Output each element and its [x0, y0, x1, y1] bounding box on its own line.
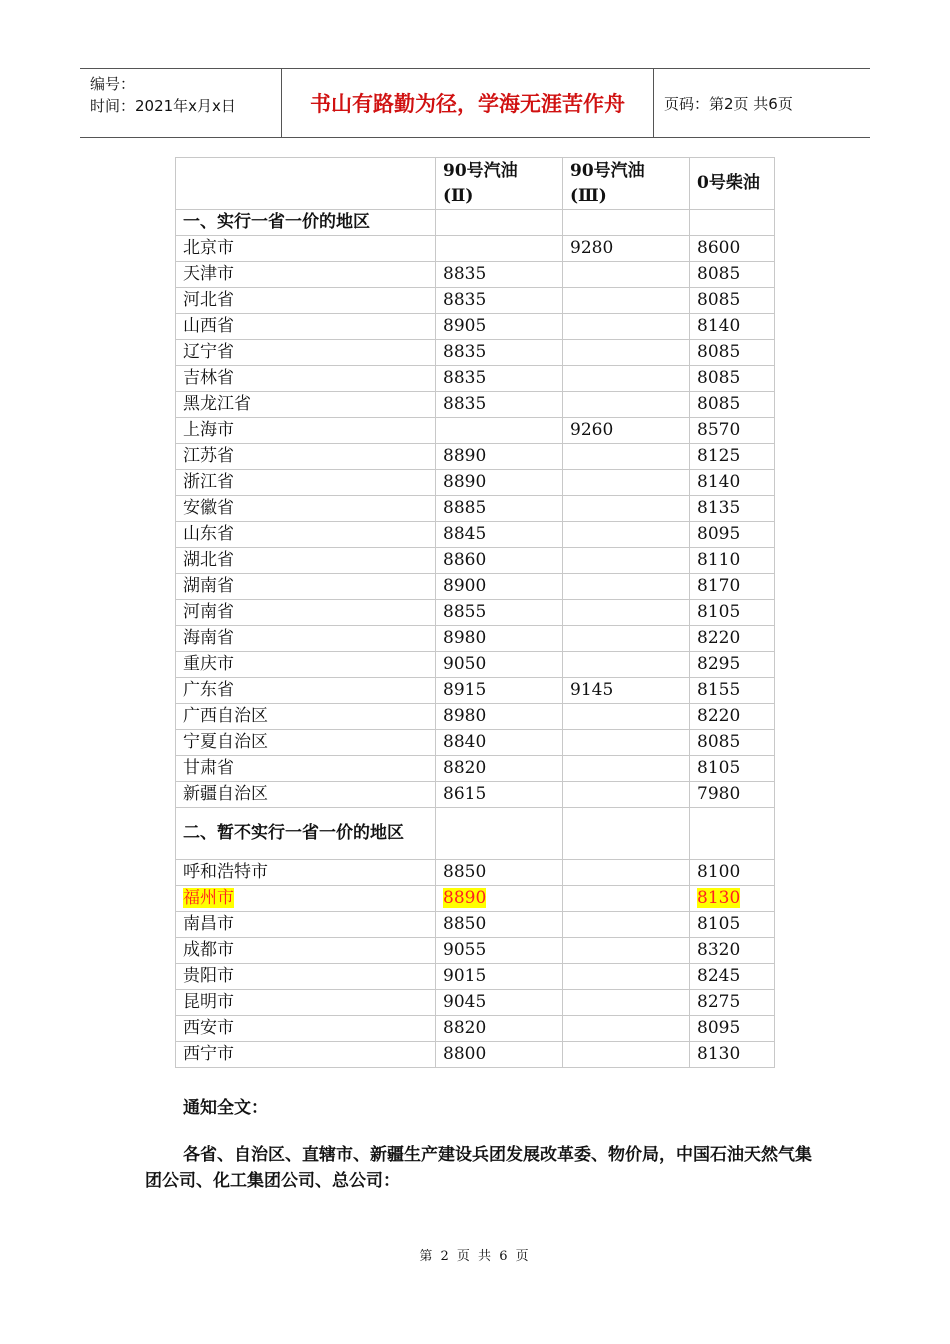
price-cell [563, 964, 690, 990]
cell-text: 福州市 [183, 888, 234, 908]
cell-text: 成都市 [183, 940, 234, 960]
cell-text: 8885 [443, 498, 487, 518]
table-row [176, 964, 775, 990]
cell-text: 8615 [443, 784, 487, 804]
region-cell [176, 990, 436, 1016]
cell-text: 天津市 [183, 264, 234, 284]
price-cell [563, 548, 690, 574]
table-row [176, 288, 775, 314]
cell-text: 8820 [443, 1018, 487, 1038]
price-cell [690, 704, 775, 730]
table-row [176, 678, 775, 704]
price-cell [690, 574, 775, 600]
cell-text: 8835 [443, 290, 487, 310]
cell-text: 8845 [443, 524, 487, 544]
cell-text: 北京市 [183, 238, 234, 258]
price-cell [436, 1042, 563, 1068]
price-cell [690, 496, 775, 522]
price-cell [436, 236, 563, 262]
region-cell [176, 548, 436, 574]
cell-text: 8110 [697, 550, 741, 570]
region-cell [176, 470, 436, 496]
cell-text: 9055 [443, 940, 487, 960]
price-table [175, 157, 775, 1068]
region-cell [176, 1042, 436, 1068]
region-cell [176, 678, 436, 704]
price-cell [563, 574, 690, 600]
cell-text: 8085 [697, 290, 741, 310]
col-label: 90号汽油 (Ⅱ) [443, 160, 518, 206]
region-cell [176, 756, 436, 782]
region-cell [176, 652, 436, 678]
cell-text: 8140 [697, 316, 741, 336]
cell-text: 8980 [443, 628, 487, 648]
price-cell [436, 600, 563, 626]
price-cell [690, 392, 775, 418]
cell-text: 湖南省 [183, 576, 234, 596]
table-row [176, 730, 775, 756]
cell-text: 8850 [443, 914, 487, 934]
empty-cell [690, 210, 775, 236]
price-cell [563, 600, 690, 626]
cell-text: 8085 [697, 732, 741, 752]
price-cell [563, 704, 690, 730]
col-label: 90号汽油 (Ⅲ) [570, 160, 645, 206]
empty-cell [563, 210, 690, 236]
price-cell [436, 990, 563, 1016]
region-cell [176, 288, 436, 314]
cell-text: 重庆市 [183, 654, 234, 674]
cell-text: 9015 [443, 966, 487, 986]
cell-text: 8095 [697, 1018, 741, 1038]
price-cell [436, 860, 563, 886]
cell-text: 8890 [443, 472, 487, 492]
cell-text: 8130 [697, 1044, 741, 1064]
cell-text: 西安市 [183, 1018, 234, 1038]
region-cell [176, 912, 436, 938]
section2-title: 二、暂不实行一省一价的地区 [176, 808, 436, 860]
header-number-label: 编号： [90, 75, 136, 93]
table-body [176, 210, 775, 1068]
price-cell [563, 860, 690, 886]
table-row [176, 1042, 775, 1068]
price-cell [436, 756, 563, 782]
cell-text: 8900 [443, 576, 487, 596]
price-cell [563, 392, 690, 418]
cell-text: 8890 [443, 446, 487, 466]
region-cell [176, 600, 436, 626]
cell-text: 8980 [443, 706, 487, 726]
header-motto: 书山有路勤为径，学海无涯苦作舟 [282, 69, 654, 137]
cell-text: 7980 [697, 784, 741, 804]
cell-text: 甘肃省 [183, 758, 234, 778]
cell-text: 呼和浩特市 [183, 862, 268, 882]
empty-cell [436, 210, 563, 236]
cell-text: 山东省 [183, 524, 234, 544]
cell-text: 8085 [697, 264, 741, 284]
price-cell [563, 756, 690, 782]
price-cell [436, 964, 563, 990]
section-row [176, 210, 775, 236]
cell-text: 8320 [697, 940, 741, 960]
price-cell [690, 1016, 775, 1042]
price-cell [563, 1016, 690, 1042]
region-cell [176, 626, 436, 652]
cell-text: 8245 [697, 966, 741, 986]
cell-text: 8125 [697, 446, 741, 466]
table-row [176, 522, 775, 548]
table-row [176, 756, 775, 782]
cell-text: 浙江省 [183, 472, 234, 492]
price-cell [563, 496, 690, 522]
price-cell [436, 288, 563, 314]
price-cell [563, 444, 690, 470]
price-cell [690, 548, 775, 574]
cell-text: 8855 [443, 602, 487, 622]
region-cell [176, 366, 436, 392]
price-cell [563, 886, 690, 912]
cell-text: 9050 [443, 654, 487, 674]
cell-text: 8135 [697, 498, 741, 518]
cell-text: 辽宁省 [183, 342, 234, 362]
cell-text: 宁夏自治区 [183, 732, 268, 752]
cell-text: 昆明市 [183, 992, 234, 1012]
table-row [176, 860, 775, 886]
table-row [176, 912, 775, 938]
region-cell [176, 418, 436, 444]
cell-text: 贵阳市 [183, 966, 234, 986]
table-row [176, 470, 775, 496]
price-cell [436, 730, 563, 756]
price-cell [563, 288, 690, 314]
region-cell [176, 938, 436, 964]
empty-cell [436, 808, 563, 860]
price-cell [436, 444, 563, 470]
cell-text: 8860 [443, 550, 487, 570]
table-row [176, 574, 775, 600]
price-cell [690, 444, 775, 470]
region-cell [176, 730, 436, 756]
table-row [176, 366, 775, 392]
price-cell [436, 652, 563, 678]
region-cell [176, 860, 436, 886]
cell-text: 8835 [443, 264, 487, 284]
price-cell [563, 678, 690, 704]
page-header [80, 68, 870, 138]
cell-text: 江苏省 [183, 446, 234, 466]
cell-text: 安徽省 [183, 498, 234, 518]
notice-heading: 通知全文： [183, 1098, 268, 1118]
cell-text: 8835 [443, 368, 487, 388]
region-cell [176, 574, 436, 600]
region-cell [176, 340, 436, 366]
price-cell [436, 704, 563, 730]
table-row [176, 990, 775, 1016]
notice-paragraph: 各省、自治区、直辖市、新疆生产建设兵团发展改革委、物价局，中国石油天然气集团公司、化工集团公司、总公司： [145, 1145, 812, 1191]
price-cell [690, 938, 775, 964]
cell-text: 8295 [697, 654, 741, 674]
header-time-label: 时间：2021年x月x日 [90, 97, 236, 115]
price-cell [436, 678, 563, 704]
table-row [176, 236, 775, 262]
price-cell [690, 288, 775, 314]
price-cell [690, 314, 775, 340]
cell-text: 8820 [443, 758, 487, 778]
cell-text: 8170 [697, 576, 741, 596]
price-cell [436, 496, 563, 522]
table-row [176, 392, 775, 418]
cell-text: 吉林省 [183, 368, 234, 388]
price-cell [436, 470, 563, 496]
table-row [176, 782, 775, 808]
cell-text: 河南省 [183, 602, 234, 622]
price-cell [690, 470, 775, 496]
cell-text: 8800 [443, 1044, 487, 1064]
price-cell [436, 314, 563, 340]
price-cell [690, 964, 775, 990]
cell-text: 9045 [443, 992, 487, 1012]
price-cell [436, 886, 563, 912]
price-cell [436, 262, 563, 288]
table-row [176, 626, 775, 652]
region-cell [176, 314, 436, 340]
price-cell [563, 652, 690, 678]
price-cell [563, 730, 690, 756]
price-cell [690, 782, 775, 808]
price-cell [563, 470, 690, 496]
page-footer: 第 2 页 共 6 页 [419, 1249, 531, 1264]
cell-text: 8095 [697, 524, 741, 544]
price-cell [690, 886, 775, 912]
cell-text: 广东省 [183, 680, 234, 700]
price-cell [563, 522, 690, 548]
table-row [176, 444, 775, 470]
price-cell [690, 756, 775, 782]
empty-cell [690, 808, 775, 860]
table-row [176, 652, 775, 678]
table-row [176, 418, 775, 444]
price-cell [563, 912, 690, 938]
table-row [176, 496, 775, 522]
price-cell [436, 1016, 563, 1042]
cell-text: 上海市 [183, 420, 234, 440]
price-cell [690, 600, 775, 626]
price-cell [436, 574, 563, 600]
cell-text: 8155 [697, 680, 741, 700]
price-cell [690, 912, 775, 938]
price-cell [690, 522, 775, 548]
cell-text: 湖北省 [183, 550, 234, 570]
col-label: 0号柴油 [697, 173, 760, 193]
price-cell [563, 418, 690, 444]
cell-text: 8105 [697, 914, 741, 934]
cell-text: 8570 [697, 420, 741, 440]
column-header-gasoline-90-iii [563, 158, 690, 210]
region-cell [176, 392, 436, 418]
table-row [176, 600, 775, 626]
price-cell [563, 262, 690, 288]
region-cell [176, 964, 436, 990]
region-cell [176, 262, 436, 288]
column-header-region [176, 158, 436, 210]
price-cell [690, 418, 775, 444]
price-cell [563, 340, 690, 366]
cell-text: 8100 [697, 862, 741, 882]
cell-text: 8105 [697, 758, 741, 778]
price-cell [690, 366, 775, 392]
region-cell [176, 496, 436, 522]
price-cell [563, 236, 690, 262]
empty-cell [563, 808, 690, 860]
cell-text: 8220 [697, 706, 741, 726]
price-cell [436, 912, 563, 938]
price-cell [690, 626, 775, 652]
cell-text: 8835 [443, 394, 487, 414]
price-cell [690, 340, 775, 366]
cell-text: 8220 [697, 628, 741, 648]
section-row [176, 808, 775, 860]
price-cell [690, 678, 775, 704]
cell-text: 8850 [443, 862, 487, 882]
cell-text: 西宁市 [183, 1044, 234, 1064]
price-cell [563, 782, 690, 808]
table-row [176, 262, 775, 288]
price-cell [436, 938, 563, 964]
price-cell [690, 1042, 775, 1068]
table-row [176, 1016, 775, 1042]
cell-text: 新疆自治区 [183, 784, 268, 804]
price-cell [436, 626, 563, 652]
price-cell [690, 860, 775, 886]
region-cell [176, 444, 436, 470]
price-cell [563, 366, 690, 392]
cell-text: 8085 [697, 394, 741, 414]
cell-text: 8840 [443, 732, 487, 752]
region-cell [176, 522, 436, 548]
column-header-gasoline-90-ii [436, 158, 563, 210]
price-cell [436, 782, 563, 808]
cell-text: 8085 [697, 368, 741, 388]
region-cell [176, 886, 436, 912]
region-cell [176, 1016, 436, 1042]
price-cell [436, 418, 563, 444]
table-row [176, 704, 775, 730]
header-meta [80, 69, 282, 137]
price-cell [690, 236, 775, 262]
price-cell [436, 366, 563, 392]
cell-text: 9280 [570, 238, 614, 258]
table-row [176, 886, 775, 912]
price-cell [563, 1042, 690, 1068]
table-row [176, 314, 775, 340]
cell-text: 8085 [697, 342, 741, 362]
price-cell [563, 938, 690, 964]
cell-text: 8890 [443, 888, 487, 908]
cell-text: 9145 [570, 680, 614, 700]
cell-text: 广西自治区 [183, 706, 268, 726]
cell-text: 8835 [443, 342, 487, 362]
price-cell [436, 340, 563, 366]
price-cell [563, 990, 690, 1016]
price-cell [690, 730, 775, 756]
cell-text: 海南省 [183, 628, 234, 648]
cell-text: 8905 [443, 316, 487, 336]
cell-text: 9260 [570, 420, 614, 440]
table-row [176, 548, 775, 574]
cell-text: 8105 [697, 602, 741, 622]
region-cell [176, 236, 436, 262]
cell-text: 8915 [443, 680, 487, 700]
table-row [176, 938, 775, 964]
section1-title: 一、实行一省一价的地区 [176, 210, 436, 236]
price-cell [690, 990, 775, 1016]
cell-text: 山西省 [183, 316, 234, 336]
price-cell [563, 314, 690, 340]
cell-text: 南昌市 [183, 914, 234, 934]
header-page-info: 页码：第2页 共6页 [664, 94, 793, 113]
region-cell [176, 704, 436, 730]
price-cell [436, 548, 563, 574]
price-cell [690, 652, 775, 678]
cell-text: 8130 [697, 888, 741, 908]
region-cell [176, 782, 436, 808]
table-row [176, 340, 775, 366]
column-header-diesel-0 [690, 158, 775, 210]
cell-text: 黑龙江省 [183, 394, 251, 414]
cell-text: 8140 [697, 472, 741, 492]
price-cell [563, 626, 690, 652]
table-header-row [176, 158, 775, 210]
price-cell [690, 262, 775, 288]
price-cell [436, 392, 563, 418]
cell-text: 河北省 [183, 290, 234, 310]
cell-text: 8275 [697, 992, 741, 1012]
cell-text: 8600 [697, 238, 741, 258]
price-cell [436, 522, 563, 548]
